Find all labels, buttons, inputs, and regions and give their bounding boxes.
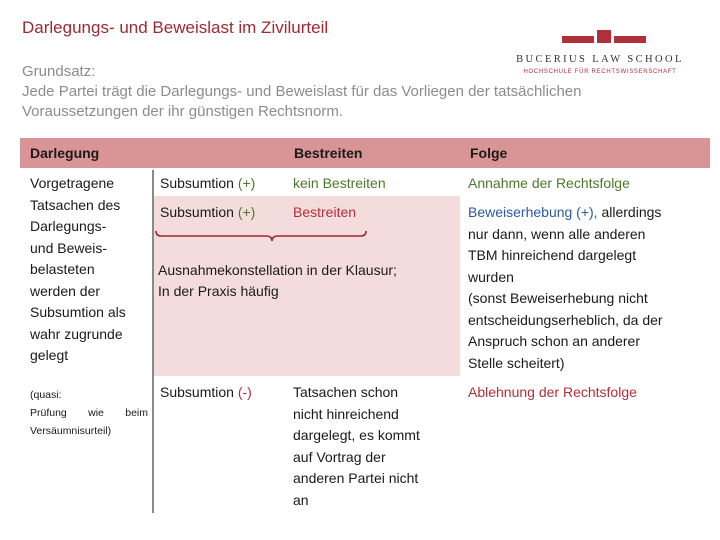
logo-subtitle: HOCHSCHULE FÜR RECHTSWISSENSCHAFT xyxy=(523,69,677,75)
row3-subsumtion xyxy=(160,382,252,404)
logo-name: BUCERIUS LAW SCHOOL xyxy=(516,54,684,65)
table-header xyxy=(20,138,710,168)
header-darlegung: Darlegung xyxy=(30,145,100,161)
row2-subsumtion xyxy=(160,202,255,224)
bestreiten-line: an xyxy=(293,491,309,508)
darlegung-line: belasteten xyxy=(30,261,95,277)
header-folge: Folge xyxy=(470,145,508,161)
slide-title: Darlegungs- und Beweislast im Zivilurteil xyxy=(22,18,329,37)
subsumtion-sign-negative: (-) xyxy=(237,384,252,400)
folge-line: allerdings xyxy=(597,204,662,220)
darlegung-line: Vorgetragene xyxy=(30,175,115,191)
subsumtion-sign-positive: (+) xyxy=(237,175,256,191)
logo-mark-left xyxy=(562,36,594,43)
grundsatz-line-1: Jede Partei trägt die Darlegungs- und Beweislast für das Vorliegen der tatsächlichen xyxy=(22,83,582,100)
bestreiten-line: auf Vortrag der xyxy=(293,448,386,465)
ausnahme-note xyxy=(158,260,458,302)
ausnahme-line: In der Praxis häufig xyxy=(158,283,279,299)
bestreiten-line: dargelegt, es kommt xyxy=(293,427,420,443)
column-divider xyxy=(152,170,154,513)
darlegung-cell xyxy=(30,173,148,367)
grundsatz-text xyxy=(22,62,702,122)
subsumtion-label: Subsumtion xyxy=(160,384,234,400)
quasi-note xyxy=(30,386,148,440)
folge-line: wurden xyxy=(468,268,514,285)
folge-line: Stelle scheitert) xyxy=(468,354,565,371)
darlegung-line: Tatsachen des xyxy=(30,196,121,213)
folge-line: (sonst Beweiserhebung nicht xyxy=(468,290,648,306)
folge-line: TBM hinreichend dargelegt xyxy=(468,247,637,263)
curly-brace-icon xyxy=(154,229,370,243)
folge-line: Anspruch schon an anderer xyxy=(468,333,640,349)
grundsatz-label: Grundsatz: xyxy=(22,63,96,80)
subsumtion-sign-positive: (+) xyxy=(237,204,256,220)
darlegung-line: und Beweis- xyxy=(30,239,108,256)
subsumtion-label: Subsumtion xyxy=(160,175,234,191)
darlegung-line: werden der xyxy=(30,282,101,299)
row1-subsumtion xyxy=(160,173,255,195)
darlegung-line: Subsumtion als xyxy=(30,304,126,320)
quasi-line: Prüfung wie beim xyxy=(30,407,148,419)
folge-line: entscheidungserheblich, da der xyxy=(468,311,663,328)
darlegung-line: Darlegungs- xyxy=(30,218,107,234)
bestreiten-line: nicht hinreichend xyxy=(293,405,399,422)
row3-bestreiten xyxy=(293,382,463,511)
darlegung-line: gelegt xyxy=(30,347,69,363)
ausnahme-line: Ausnahmekonstellation in der Klausur; xyxy=(158,262,397,278)
row1-folge: Annahme der Rechtsfolge xyxy=(468,175,630,191)
bestreiten-line: anderen Partei nicht xyxy=(293,470,419,486)
subsumtion-label: Subsumtion xyxy=(160,204,234,220)
folge-line: nur dann, wenn alle anderen xyxy=(468,225,646,242)
darlegung-line: wahr zugrunde xyxy=(30,325,123,342)
logo-mark-right xyxy=(614,36,646,43)
row3-folge: Ablehnung der Rechtsfolge xyxy=(468,384,637,400)
row2-folge xyxy=(468,202,708,374)
grundsatz-line-2: Voraussetzungen der ihr günstigen Rechtsnorm. xyxy=(22,103,344,120)
row2-bestreiten: Bestreiten xyxy=(293,204,357,220)
logo-mark-center xyxy=(597,30,611,43)
quasi-line: (quasi: xyxy=(30,389,62,401)
header-bestreiten: Bestreiten xyxy=(294,145,363,161)
row1-bestreiten: kein Bestreiten xyxy=(293,175,386,191)
quasi-line: Versäumnisurteil) xyxy=(30,425,112,437)
bestreiten-line: Tatsachen schon xyxy=(293,384,399,400)
beweiserhebung-label: Beweiserhebung (+), xyxy=(468,204,598,220)
